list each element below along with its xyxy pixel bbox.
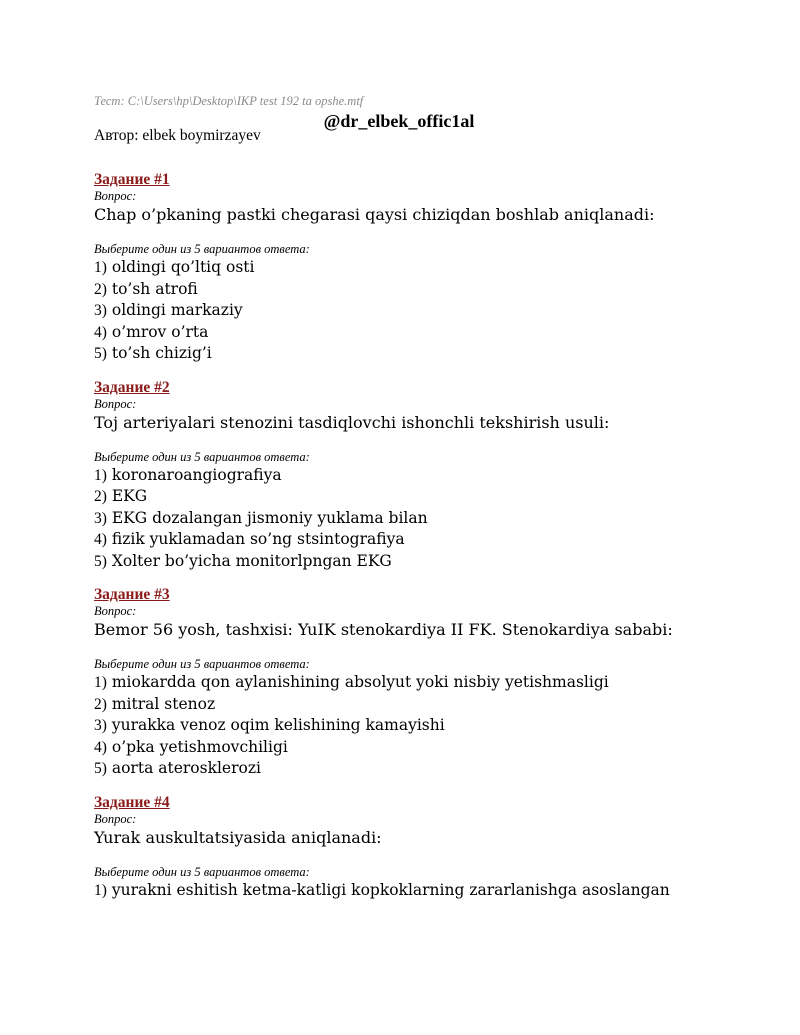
option-number: 1) [94, 466, 107, 484]
answer-option [94, 322, 734, 344]
option-text: Xolter bo’yicha monitorlpngan EKG [111, 551, 392, 570]
option-text: o’mrov o’rta [111, 322, 209, 341]
task-title: Задание #1 [94, 171, 170, 188]
question-label: Вопрос: [94, 189, 137, 203]
question-label: Вопрос: [94, 811, 137, 826]
option-number: 4) [94, 738, 107, 756]
answer-option [94, 257, 734, 279]
answer-option [94, 737, 734, 759]
option-number: 5) [94, 552, 107, 570]
question-text: Bemor 56 yosh, tashxisi: YuIK stenokardiya II FK. Stenokardiya sababi: [94, 620, 673, 639]
option-text: to’sh atrofi [111, 279, 198, 298]
option-text: yurakka venoz oqim kelishining kamayishi [111, 716, 445, 734]
answer-option [94, 300, 734, 322]
option-text: oldingi qo’ltiq osti [111, 258, 255, 276]
answer-option [94, 551, 734, 573]
task-title: Задание #2 [94, 378, 170, 396]
test-path: Тест: C:\Users\hp\Desktop\IKP test 192 ta opshe.mtf [94, 94, 364, 108]
option-number: 2) [94, 280, 107, 298]
question-text: Yurak auskultatsiyasida aniqlanadi: [94, 827, 382, 847]
option-number: 5) [94, 760, 107, 777]
question-text: Chap o’pkaning pastki chegarasi qaysi chiziqdan boshlab aniqlanadi: [94, 205, 655, 224]
task-block [94, 171, 734, 365]
option-text: fizik yuklamadan so’ng stsintografiya [111, 530, 405, 548]
choose-label: Выберите один из 5 вариантов ответа: [94, 657, 310, 671]
task-block [94, 794, 734, 902]
task-title: Задание #4 [94, 793, 170, 811]
answer-option [94, 465, 734, 487]
option-number: 1) [94, 881, 107, 899]
answer-option [94, 694, 734, 716]
option-number: 3) [94, 717, 107, 734]
answer-option [94, 279, 734, 301]
option-text: oldingi markaziy [111, 301, 243, 319]
option-number: 3) [94, 302, 107, 319]
option-number: 1) [94, 674, 107, 691]
option-text: to’sh chizig’i [111, 344, 212, 362]
option-text: miokardda qon aylanishining absolyut yoki nisbiy yetishmasligi [111, 673, 609, 691]
choose-label: Выберите один из 5 вариантов ответа: [94, 449, 310, 464]
answer-option [94, 715, 734, 737]
answer-option [94, 672, 734, 694]
option-number: 4) [94, 531, 107, 548]
option-number: 1) [94, 259, 107, 276]
task-list [94, 171, 734, 901]
option-number: 4) [94, 323, 107, 341]
choose-label: Выберите один из 5 вариантов ответа: [94, 242, 310, 256]
answer-option [94, 529, 734, 551]
question-label: Вопрос: [94, 604, 137, 618]
answer-option [94, 486, 734, 508]
option-text: yurakni eshitish ketma-katligi kopkoklarning zararlanishga asoslangan [111, 880, 670, 899]
task-title: Задание #3 [94, 586, 170, 603]
author-handle: @dr_elbek_offic1al [323, 111, 475, 131]
option-number: 3) [94, 509, 107, 527]
author-line: Автор: elbek boymirzayev [94, 127, 261, 144]
answer-option [94, 880, 734, 902]
option-number: 5) [94, 345, 107, 362]
option-number: 2) [94, 488, 107, 505]
option-text: EKG [111, 487, 148, 505]
question-text: Toj arteriyalari stenozini tasdiqlovchi ishonchli tekshirish usuli: [94, 412, 610, 432]
document-page [94, 94, 734, 901]
answer-option [94, 758, 734, 780]
option-text: o’pka yetishmovchiligi [111, 737, 288, 756]
option-text: mitral stenoz [111, 694, 216, 713]
option-text: koronaroangiografiya [111, 465, 282, 484]
option-text: EKG dozalangan jismoniy yuklama bilan [111, 508, 428, 527]
option-number: 2) [94, 695, 107, 713]
answer-option [94, 508, 734, 530]
choose-label: Выберите один из 5 вариантов ответа: [94, 864, 310, 879]
task-block [94, 379, 734, 573]
task-block [94, 586, 734, 780]
option-text: aorta aterosklerozi [111, 759, 261, 777]
question-label: Вопрос: [94, 396, 137, 411]
answer-option [94, 343, 734, 365]
